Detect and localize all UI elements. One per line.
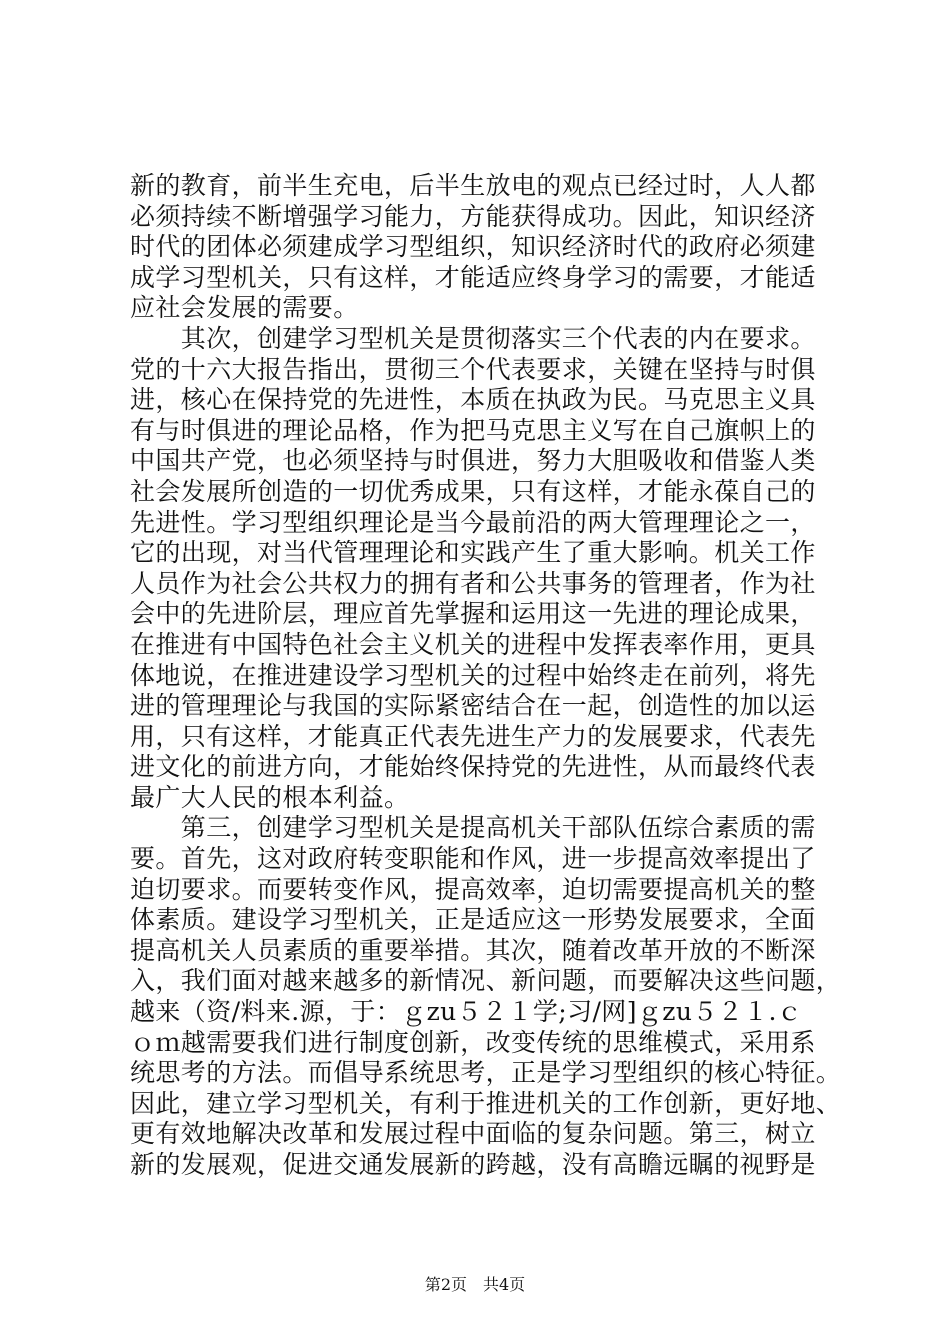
text-line: 应社会发展的需要。 — [130, 293, 359, 323]
text-line: 进，核心在保持党的先进性，本质在执政为民。马克思主义具 — [130, 385, 816, 415]
text-line: 体素质。建设学习型机关，正是适应这一形势发展要求，全面 — [130, 905, 816, 935]
text-line: 社会发展所创造的一切优秀成果，只有这样，才能永葆自己的 — [130, 476, 816, 506]
text-line: 迫切要求。而要转变作风，提高效率，迫切需要提高机关的整 — [130, 874, 816, 904]
text-line: 越来（资/料来.源，于：ｇzu５２１学;习/网]ｇzu５２１.ｃ — [130, 997, 803, 1027]
page-number-footer: 第2页 共4页 — [424, 1275, 526, 1294]
text-line: 在推进有中国特色社会主义机关的进程中发挥表率作用，更具 — [130, 629, 816, 659]
text-line: 先进性。学习型组织理论是当今最前沿的两大管理理论之一， — [130, 507, 816, 537]
text-line: 因此，建立学习型机关，有利于推进机关的工作创新，更好地、 — [130, 1088, 842, 1118]
text-line: 时代的团体必须建成学习型组织，知识经济时代的政府必须建 — [130, 232, 816, 262]
text-line: 进的管理理论与我国的实际紧密结合在一起，创造性的加以运 — [130, 691, 816, 721]
text-line: 中国共产党，也必须坚持与时俱进，努力大胆吸收和借鉴人类 — [130, 446, 816, 476]
text-line: 最广大人民的根本利益。 — [130, 782, 410, 812]
text-line: 新的教育，前半生充电，后半生放电的观点已经过时，人人都 — [130, 171, 816, 200]
text-line: 党的十六大报告指出，贯彻三个代表要求，关键在坚持与时俱 — [130, 354, 816, 384]
body-text — [130, 171, 842, 1181]
text-line: 有与时俱进的理论品格，作为把马克思主义写在自己旗帜上的 — [130, 415, 816, 445]
text-line: 更有效地解决改革和发展过程中面临的复杂问题。第三，树立 — [130, 1119, 816, 1149]
text-line: 入，我们面对越来越多的新情况、新问题，而要解决这些问题， — [130, 966, 842, 996]
text-line: 它的出现，对当代管理理论和实践产生了重大影响。机关工作 — [130, 538, 816, 568]
text-line: 人员作为社会公共权力的拥有者和公共事务的管理者，作为社 — [130, 568, 816, 598]
text-line: 成学习型机关，只有这样，才能适应终身学习的需要，才能适 — [130, 262, 816, 292]
text-line: 统思考的方法。而倡导系统思考，正是学习型组织的核心特征。 — [130, 1058, 842, 1088]
text-line: 新的发展观，促进交通发展新的跨越，没有高瞻远瞩的视野是 — [130, 1150, 816, 1179]
text-line: 第三，创建学习型机关是提高机关干部队伍综合素质的需 — [130, 813, 816, 843]
text-line: 要。首先，这对政府转变职能和作风，进一步提高效率提出了 — [130, 844, 816, 874]
text-line: 必须持续不断增强学习能力，方能获得成功。因此，知识经济 — [130, 201, 816, 231]
text-line: 用，只有这样，才能真正代表先进生产力的发展要求，代表先 — [130, 721, 816, 751]
text-line: ｏｍ越需要我们进行制度创新，改变传统的思维模式，采用系 — [130, 1027, 816, 1057]
text-line: 提高机关人员素质的重要举措。其次，随着改革开放的不断深 — [130, 935, 816, 965]
text-line: 其次，创建学习型机关是贯彻落实三个代表的内在要求。 — [130, 323, 816, 353]
text-line: 进文化的前进方向，才能始终保持党的先进性，从而最终代表 — [130, 752, 816, 782]
text-line: 体地说，在推进建设学习型机关的过程中始终走在前列，将先 — [130, 660, 816, 690]
text-line: 会中的先进阶层，理应首先掌握和运用这一先进的理论成果， — [130, 599, 816, 629]
